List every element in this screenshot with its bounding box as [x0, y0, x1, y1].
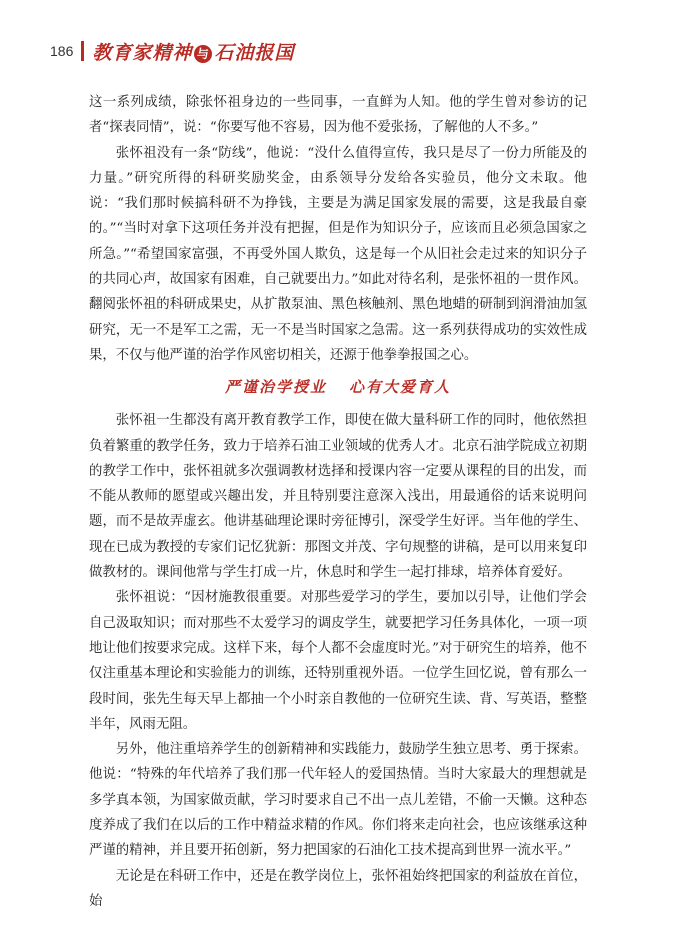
running-header: [50, 38, 294, 64]
book-title: [92, 38, 294, 65]
paragraph: 张怀祖一生都没有离开教育教学工作，即使在做大量科研工作的同时，他依然担负着繁重的教学任务，致力于培养石油工业领域的优秀人才。北京石油学院成立初期的教学工作中，张怀祖就多次强调教材选择和授课内容一定要从课程的目的出发，而不能从教师的愿望或兴趣出发，并且特别要注意深入浅出，用最通俗的话来说明问题，而不是故弄虚玄。他讲基础理论课时旁征博引，深受学生好评。当年他的学生、现在已成为教授的专家们记忆犹新：那图文并茂、字句规整的讲稿，是可以用来复印做教材的。课间他常与学生打成一片，休息时和学生一起打排球，培养体育爱好。: [89, 413, 587, 581]
section-heading: [89, 374, 587, 400]
page-number: 186: [50, 43, 74, 59]
section-heading-right: 心有大爱育人: [349, 378, 452, 397]
book-title-part1: 教育家精神: [92, 41, 193, 64]
paragraph: 另外，他注重培养学生的创新精神和实践能力，鼓励学生独立思考、勇于探索。他说：“特殊的年代培养了我们那一代年轻人的爱国热情。当时大家最大的理想就是多学真本领，为国家做贡献，学习时要求自己不出一点儿差错，不偷一天懒。这种态度养成了我们在以后的工作中精益求精的作风。你们将来走向社会，也应该继承这种严谨的精神，并且要开拓创新，努力把国家的石油化工技术提高到世界一流水平。”: [89, 742, 587, 859]
paragraph: 张怀祖没有一条“防线”，他说：“没什么值得宣传，我只是尽了一份力所能及的力量。”研究所得的科研奖励奖金，由系领导分发给各实验员，他分文未取。他说：“我们那时候搞科研不为挣钱，主要是为满足国家发展的需要，这是我最自豪的。”“当时对拿下这项任务并没有把握，但是作为知识分子，应该而且必须急国家之所急。”“希望国家富强，不再受外国人欺负，这是每一个从旧社会走过来的知识分子的共同心声，故国家有困难，自己就要出力。”如此对待名利，是张怀祖的一贯作风。翻阅张怀祖的科研成果史，从扩散泵油、黑色核触剂、黑色地蜡的研制到润滑油加氢研究，无一不是军工之需，无一不是当时国家之急需。这一系列获得成功的实效性成果，不仅与他严谨的治学作风密切相关，还源于他拳拳报国之心。: [89, 145, 587, 363]
paragraph: 这一系列成绩，除张怀祖身边的一些同事，一直鲜为人知。他的学生曾对参访的记者“探表同情”，说：“你要写他不容易，因为他不爱张扬，了解他的人不多。”: [89, 95, 587, 136]
book-title-part2: 石油报国: [214, 41, 295, 64]
paragraph: 张怀祖说：“因材施教很重要。对那些爱学习的学生，要加以引导，让他们学会自己汲取知识；而对那些不太爱学习的调皮学生，就要把学习任务具体化，一项一项地让他们按要求完成。这样下来，每个人都不会虚度时光。”对于研究生的培养，他不仅注重基本理论和实验能力的训练，还特别重视外语。一位学生回忆说，曾有那么一段时间，张先生每天早上都抽一个小时亲自教他的一位研究生读、背、写英语，整整半年，风雨无阻。: [89, 590, 587, 732]
header-divider: [81, 41, 84, 61]
book-title-amp: 与: [194, 45, 212, 63]
section-heading-left: 严谨治学授业: [224, 378, 327, 397]
paragraph: 无论是在科研工作中，还是在教学岗位上，张怀祖始终把国家的利益放在首位，始: [89, 868, 587, 909]
page-body: [89, 90, 587, 914]
